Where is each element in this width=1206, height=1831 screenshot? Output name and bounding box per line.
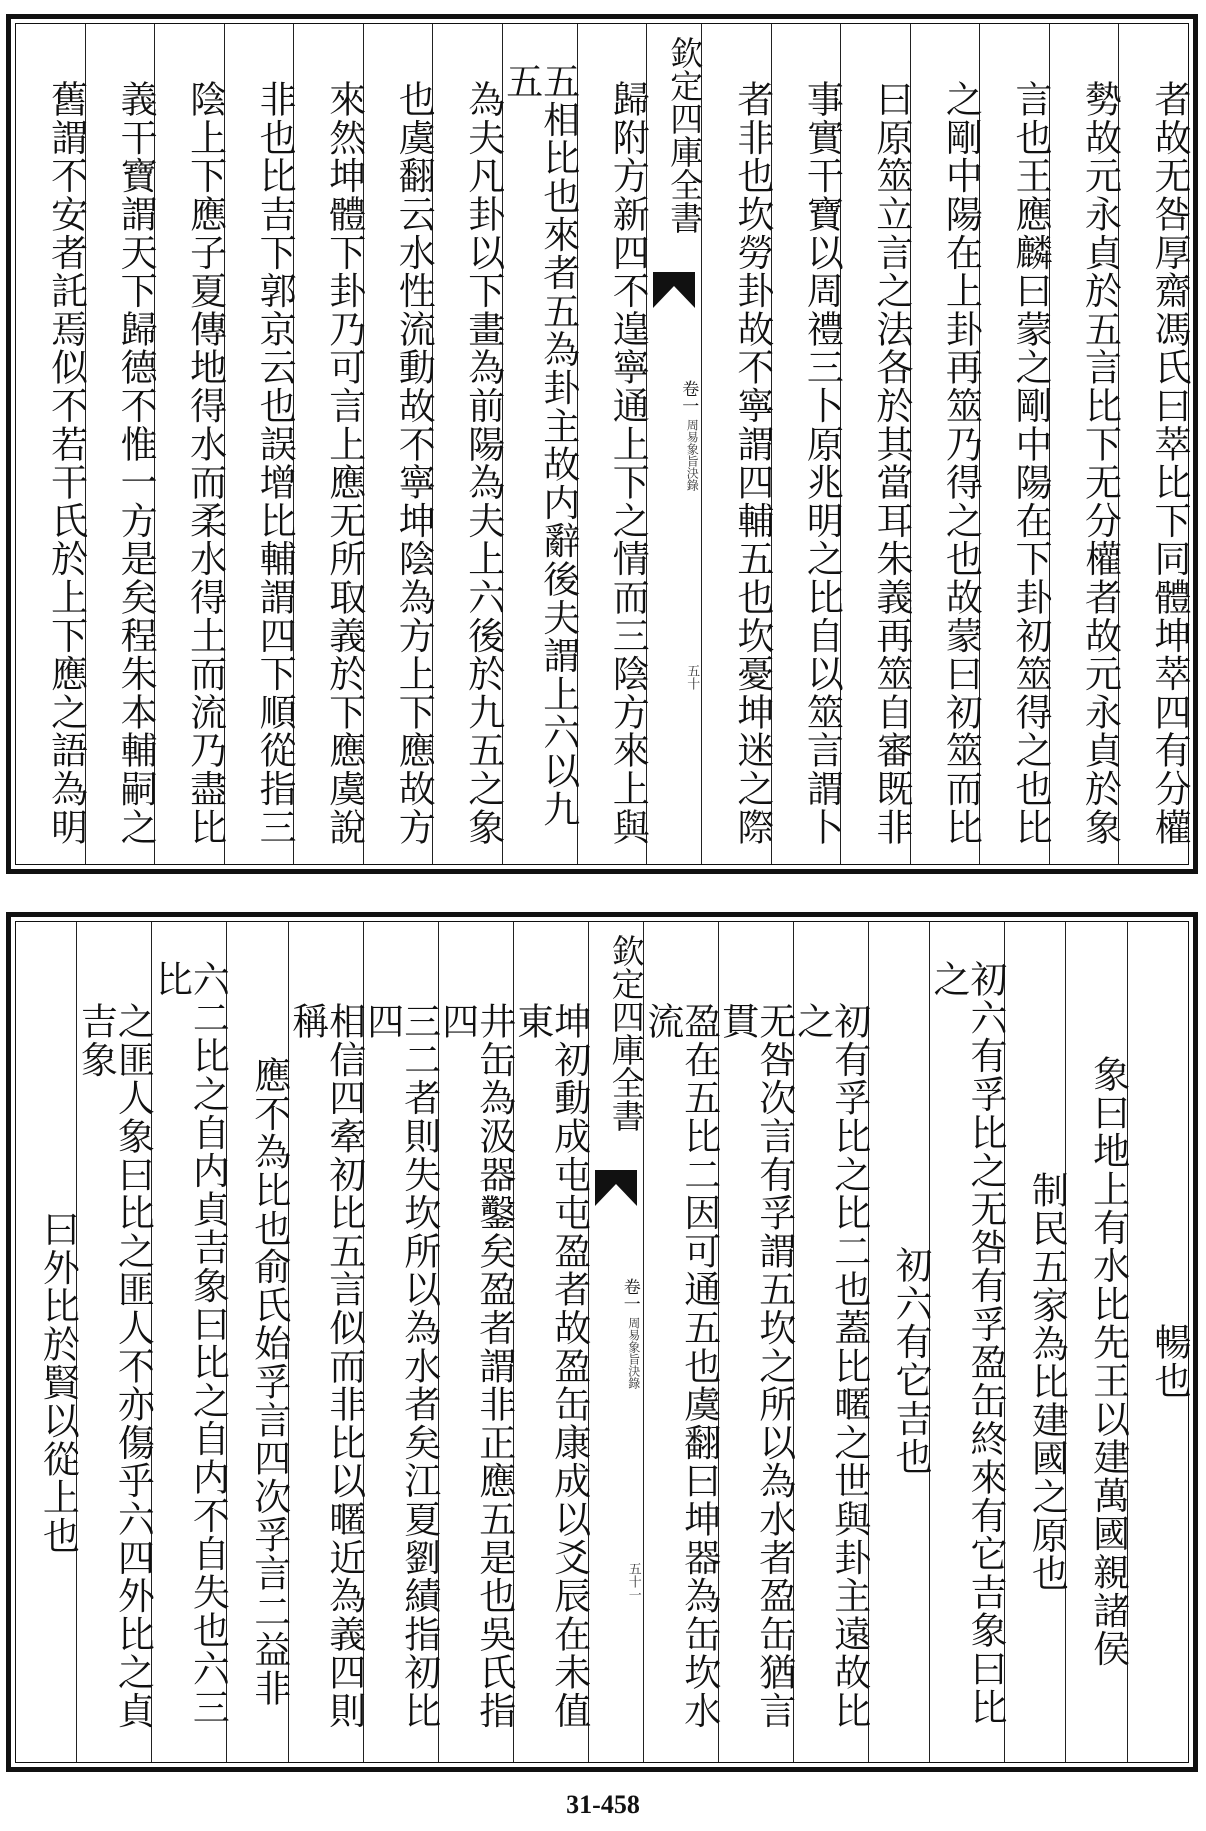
juan-label: 卷一 [619, 1278, 640, 1312]
text-column: 事實干寶以周禮三卜原兆明之比自以筮言謂卜 [771, 24, 841, 864]
text-column: 相信四牽初比五言似而非比以暱近為義四則稱 [288, 922, 363, 1762]
text-column: 者非也坎勞卦故不寧謂四輔五也坎憂坤迷之際 [701, 24, 771, 864]
text-column: 井缶為汲器鑿矣盈者謂非正應五是也吳氏指四 [438, 922, 513, 1762]
fish-tail-icon [653, 272, 695, 308]
text-column: 盈在五比二因可通五也虞翻曰坤器為缶坎水流 [643, 922, 718, 1762]
text-column: 歸附方新四不遑寧通上下之情而三陰方來上與 [577, 24, 647, 864]
text-column: 坤初動成屯屯盈者故盈缶康成以爻辰在未值東 [513, 922, 588, 1762]
text-column: 六二比之自内貞吉象曰比之自内不自失也六三比 [151, 922, 226, 1762]
library-title: 欽定四庫全書 [665, 36, 705, 234]
text-column: 五相比也來者五為卦主故内辭後夫謂上六以九五 [502, 24, 577, 864]
text-column: 暢也 [1127, 922, 1188, 1762]
text-column: 者故无咎厚齋馮氏曰萃比下同體坤萃四有分權 [1118, 24, 1188, 864]
page-bottom [6, 912, 1198, 1772]
text-column: 初六有它吉也 [868, 922, 929, 1762]
text-column: 言也王應麟曰蒙之剛中陽在下卦初筮得之也比 [979, 24, 1049, 864]
text-column: 為夫凡卦以下畫為前陽為夫上六後於九五之象 [432, 24, 502, 864]
section-title: 周易象旨決錄 [626, 1317, 641, 1389]
library-title: 欽定四庫全書 [606, 934, 646, 1132]
text-column: 也虞翻云水性流動故不寧坤陰為方上下應故方 [363, 24, 433, 864]
center-band [588, 922, 646, 1762]
text-column: 制民五家為比建國之原也 [1004, 922, 1065, 1762]
text-column: 勢故元永貞於五言比下无分權者故元永貞於象 [1049, 24, 1119, 864]
text-column: 三二者則失坎所以為水者矣江夏劉績指初比四 [363, 922, 438, 1762]
center-band [646, 24, 705, 864]
text-column: 曰原筮立言之法各於其當耳朱義再筮自審既非 [840, 24, 910, 864]
text-column: 无咎次言有孚謂五坎之所以為水者盈缶猶言貫 [718, 922, 793, 1762]
text-columns [15, 921, 1189, 1763]
folio-number: 五十一 [625, 1562, 641, 1601]
text-column: 之匪人象曰比之匪人不亦傷乎六四外比之貞吉象 [76, 922, 151, 1762]
text-column: 應不為比也俞氏始孚言四次孚言二益非 [226, 922, 287, 1762]
text-column: 舊謂不安者託焉似不若干氏於上下應之語為明 [44, 80, 88, 846]
text-column: 義干寶謂天下歸德不惟一方是矣程朱本輔嗣之 [85, 24, 155, 864]
folio-number: 五十 [684, 664, 700, 690]
page-number: 31-458 [566, 1790, 640, 1819]
text-column: 曰外比於賢以從上也 [36, 1209, 80, 1555]
text-column: 陰上下應子夏傳地得水而柔水得土而流乃盡比 [154, 24, 224, 864]
page-top [6, 14, 1198, 874]
juan-label: 卷一 [678, 380, 699, 414]
fish-tail-icon [595, 1170, 637, 1206]
text-column: 初有孚比之比二也蓋比暱之世與卦主遠故比之 [793, 922, 868, 1762]
text-column: 非也比吉下郭京云也誤增比輔謂四下順從指三 [224, 24, 294, 864]
section-title: 周易象旨決錄 [685, 419, 700, 491]
text-column: 初六有孚比之无咎有孚盈缶終來有它吉象曰比之 [929, 922, 1004, 1762]
text-columns [15, 23, 1189, 865]
text-column: 來然坤體下卦乃可言上應无所取義於下應虞說 [293, 24, 363, 864]
text-column: 象曰地上有水比先王以建萬國親諸侯 [1065, 922, 1126, 1762]
text-column: 之剛中陽在上卦再筮乃得之也故蒙曰初筮而比 [910, 24, 980, 864]
